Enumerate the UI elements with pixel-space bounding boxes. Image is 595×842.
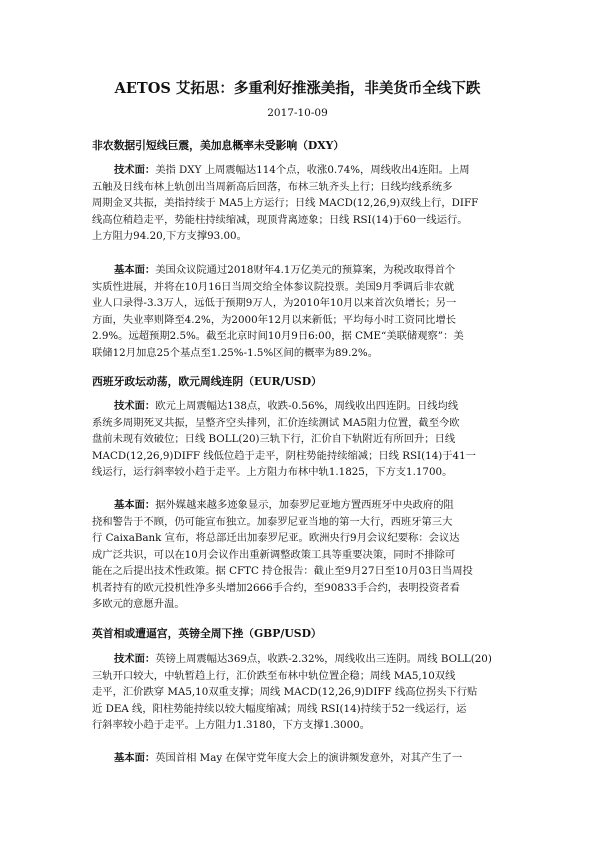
paragraph-line: 能在之后提出技术性政策。据 CFTC 持仓报告：截止至9月27日至10月03日当周投 <box>92 565 473 577</box>
document-title: AETOS 艾拓思：多重利好推涨美指，非美货币全线下跌 <box>114 80 481 97</box>
paragraph-lead: 基本面： <box>114 499 156 511</box>
paragraph-line: 三轨开口较大，中轨暂趋上行，汇价跌至布林中轨位置企稳；周线 MA5,10双线 <box>92 669 456 682</box>
paragraph-line: 欧元上周震幅达138点，收跌-0.56%，周线收出四连阴。日线均线 <box>155 400 459 412</box>
paragraph-line: 上方阻力94.20,下方支撑93.00。 <box>92 230 247 242</box>
paragraph-lead: 技术面： <box>114 400 156 412</box>
paragraph-line: 线运行，运行斜率较小趋于走平。上方阻力布林中轨1.1825，下方支1.1700。 <box>92 466 453 478</box>
paragraph-line: 联储12月加息25个基点至1.25%-1.5%区间的概率为89.2%。 <box>92 346 379 359</box>
paragraph-line: 机者持有的欧元投机性净多头增加2666手合约，至90833手合约，表明投资者看 <box>92 581 460 594</box>
paragraph-line: 周期金叉共振，美指持续于 MA5上方运行；日线 MACD(12,26,9)双线上行，DIFF <box>92 197 479 209</box>
paragraph-line: 据外媒越来越多迹象显示，加泰罗尼亚地方置西班牙中央政府的阻 <box>155 499 454 511</box>
paragraph-line: 线高位稍趋走平，势能柱持续缩减，现顶背离迹象；日线 RSI(14)于60一线运行。 <box>92 213 468 226</box>
section-heading-eurusd: 西班牙政坛动荡，欧元周线连阴（EUR/USD） <box>92 375 322 388</box>
paragraph-line: 系统多周期死叉共振，呈整齐空头排列，汇价连续测试 MA5阻力位置，截至今欧 <box>92 416 460 429</box>
paragraph-dxy-technical <box>92 162 512 245</box>
paragraph-line: 行 CaixaBank 宣布，将总部迁出加泰罗尼亚。欧洲央行9月会议纪要称：会议达 <box>92 532 460 544</box>
paragraph-line: 走平，汇价跌穿 MA5,10双重支撑；周线 MACD(12,26,9)DIFF 线高位拐头下行贴 <box>92 686 478 698</box>
paragraph-eurusd-fundamental <box>92 497 512 613</box>
paragraph-lead: 技术面： <box>114 653 156 665</box>
paragraph-line: 五触及日线布林上轨创出当周新高后回落，布林三轨齐头上行；日线均线系统多 <box>92 180 453 193</box>
paragraph-line: 盘前未现有效破位；日线 BOLL(20)三轨下行，汇价自下轨附近有所回升；日线 <box>92 433 456 445</box>
paragraph-gbpusd-fundamental <box>92 750 512 767</box>
paragraph-line: 实质性进展，并将在10月16日当周交给全体参议院投票。美国9月季调后非农就 <box>92 280 455 293</box>
paragraph-line: 美国众议院通过2018财年4.1万亿美元的预算案，为税改取得首个 <box>155 264 456 276</box>
paragraph-line: 英国首相 May 在保守党年度大会上的演讲频发意外，对其产生了一 <box>155 752 463 764</box>
paragraph-line: 业人口录得-3.3万人，远低于预期9万人，为2010年10月以来首次负增长；另一 <box>92 297 457 309</box>
section-heading-dxy: 非农数据引短线巨震，美加息概率未受影响（DXY） <box>92 139 345 152</box>
paragraph-line: 2.9%。远超预期2.5%。截至北京时间10月9日6:00，据 CME“美联储观察”：美 <box>92 330 464 342</box>
paragraph-lead: 技术面： <box>114 164 156 176</box>
paragraph-line: MACD(12,26,9)DIFF 线低位趋于走平，阴柱势能持续缩减；日线 RSI(14)于41一 <box>92 449 476 462</box>
paragraph-lead: 基本面： <box>114 264 156 276</box>
paragraph-line: 美指 DXY 上周震幅达114个点，收涨0.74%，周线收出4连阳。上周 <box>155 164 470 176</box>
document-date: 2017-10-09 <box>267 107 328 119</box>
paragraph-dxy-fundamental <box>92 262 512 361</box>
paragraph-lead: 基本面： <box>114 752 156 764</box>
paragraph-gbpusd-technical <box>92 651 512 734</box>
paragraph-line: 近 DEA 线，阳柱势能持续以较大幅度缩减；周线 RSI(14)持续于52一线运行，运 <box>92 702 467 715</box>
paragraph-line: 成广泛共识，可以在10月会议作出重新调整政策工具等重要决策，同时不排除可 <box>92 548 456 561</box>
paragraph-line: 方面，失业率则降至4.2%，为2000年12月以来新低；平均每小时工资同比增长 <box>92 313 457 326</box>
paragraph-line: 挠和警告于不顾，仍可能宣布独立。加泰罗尼亚当地的第一大行，西班牙第三大 <box>92 515 453 528</box>
paragraph-eurusd-technical <box>92 398 512 481</box>
paragraph-line: 英镑上周震幅达369点，收跌-2.32%，周线收出三连阴。周线 BOLL(20) <box>155 653 492 665</box>
paragraph-line: 行斜率较小趋于走平。上方阻力1.3180，下方支撑1.3000。 <box>92 719 370 731</box>
section-heading-gbpusd: 英首相或遭逼宫，英镑全周下挫（GBP/USD） <box>92 627 322 640</box>
paragraph-line: 多欧元的意愿升温。 <box>92 598 185 610</box>
